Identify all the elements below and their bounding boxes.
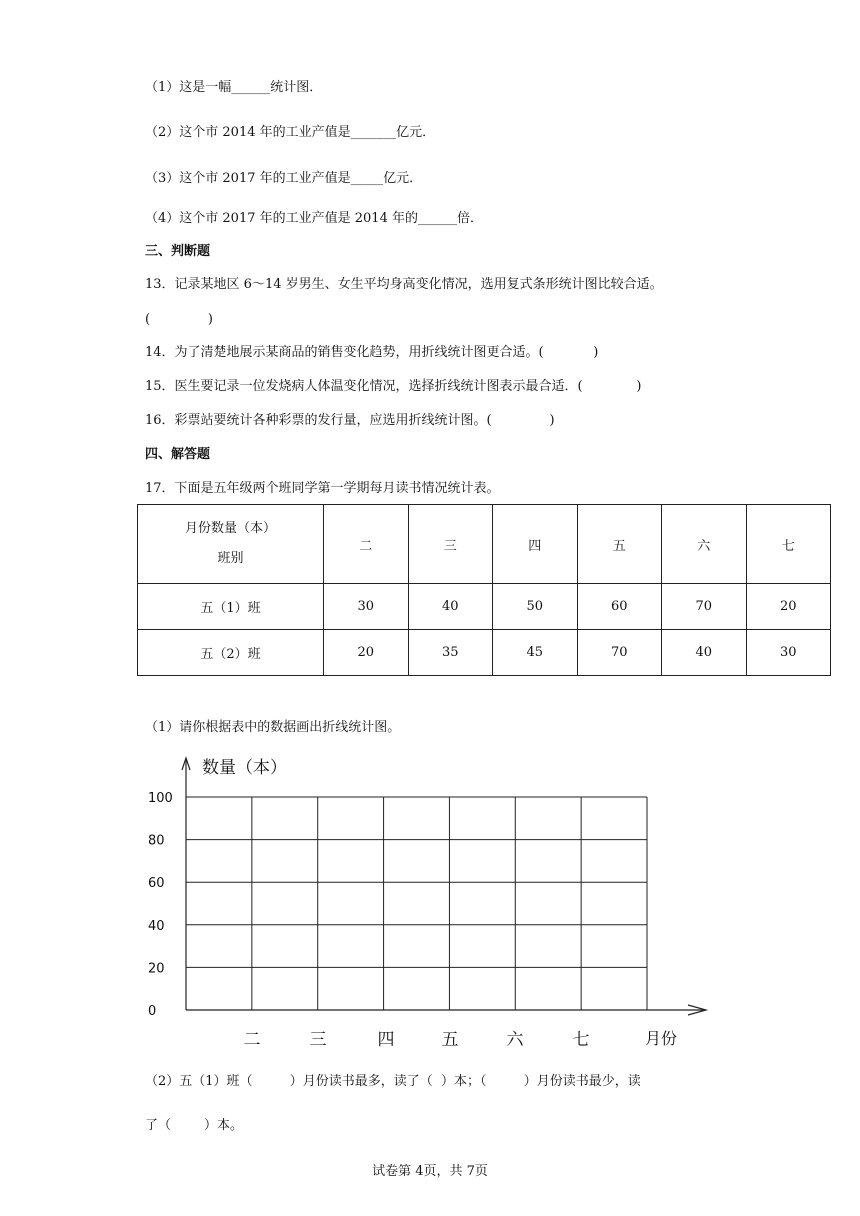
y-axis-label: 数量（本） — [202, 758, 287, 778]
table-cell: 30 — [746, 630, 831, 676]
table-cell: 40 — [408, 584, 493, 630]
table-cell: 50 — [493, 584, 578, 630]
y-tick-label: 20 — [148, 961, 165, 977]
question-17-2-line2: 了（ ）本。 — [145, 1118, 244, 1133]
table-cell: 70 — [662, 584, 747, 630]
table-header-row — [138, 505, 831, 584]
x-tick-label: 六 — [506, 1030, 524, 1050]
section-4-title: 四、解答题 — [145, 447, 211, 462]
month-header: 六 — [662, 505, 747, 584]
table-cell: 20 — [324, 630, 409, 676]
x-tick-label: 二 — [243, 1030, 261, 1050]
question-2: （2）这个市 2014 年的工业产值是_______亿元． — [145, 125, 436, 140]
question-13-bracket: ( ) — [145, 312, 213, 327]
x-axis-label: 月份 — [645, 1029, 678, 1048]
month-header: 四 — [493, 505, 578, 584]
header-top-label: 月份数量（本） — [184, 521, 276, 536]
y-tick-label: 100 — [148, 791, 173, 806]
table-cell: 35 — [408, 630, 493, 676]
y-tick-label: 40 — [148, 918, 165, 934]
chart-grid — [186, 797, 647, 1010]
month-header: 二 — [324, 505, 409, 584]
y-tick-label: 80 — [148, 833, 165, 849]
page-footer: 试卷第 4页，共 7页 — [372, 1164, 488, 1179]
y-tick-label: 0 — [148, 1004, 157, 1019]
reading-table — [137, 504, 831, 676]
month-header: 五 — [577, 505, 662, 584]
question-15: 15．医生要记录一位发烧病人体温变化情况，选择折线统计图表示最合适．( ) — [145, 379, 642, 394]
question-17-2-line1: （2）五（1）班（ ）月份读书最多，读了（ ）本；（ ）月份读书最少，读 — [145, 1074, 641, 1089]
class-name-cell: 五（1）班 — [138, 584, 324, 630]
question-13: 13．记录某地区 6～14 岁男生、女生平均身高变化情况，选用复式条形统计图比较合适。 — [145, 277, 663, 292]
y-tick-labels — [148, 791, 173, 1019]
table-row — [138, 630, 831, 676]
question-3: （3）这个市 2017 年的工业产值是_____亿元． — [145, 171, 423, 186]
question-14: 14．为了清楚地展示某商品的销售变化趋势，用折线统计图更合适。( ) — [145, 345, 599, 360]
blank-line-chart — [140, 752, 720, 1057]
question-17: 17．下面是五年级两个班同学第一学期每月读书情况统计表。 — [145, 481, 500, 496]
month-header: 三 — [408, 505, 493, 584]
class-name-cell: 五（2）班 — [138, 630, 324, 676]
x-tick-label: 三 — [309, 1030, 327, 1050]
table-corner-cell — [138, 505, 324, 584]
month-header: 七 — [746, 505, 831, 584]
table-cell: 45 — [493, 630, 578, 676]
header-bottom-label: 班别 — [217, 551, 244, 566]
x-tick-labels — [244, 1030, 590, 1050]
table-cell: 20 — [746, 584, 831, 630]
y-tick-label: 60 — [148, 876, 165, 892]
x-tick-label: 七 — [572, 1030, 590, 1050]
question-17-1: （1）请你根据表中的数据画出折线统计图。 — [145, 720, 401, 735]
question-16: 16．彩票站要统计各种彩票的发行量，应选用折线统计图。( ) — [145, 413, 555, 428]
question-4: （4）这个市 2017 年的工业产值是 2014 年的______倍． — [145, 211, 483, 226]
section-3-title: 三、判断题 — [145, 244, 211, 259]
table-cell: 70 — [577, 630, 662, 676]
table-cell: 40 — [662, 630, 747, 676]
x-tick-label: 四 — [377, 1030, 395, 1050]
x-tick-label: 五 — [441, 1030, 459, 1050]
table-cell: 30 — [324, 584, 409, 630]
table-row — [138, 584, 831, 630]
question-1: （1）这是一幅______统计图． — [145, 80, 323, 95]
table-cell: 60 — [577, 584, 662, 630]
